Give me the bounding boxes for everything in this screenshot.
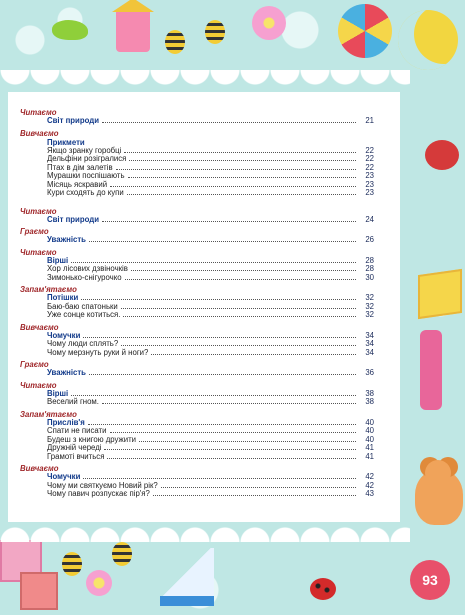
toc-entry-title: Чому мерзнуть руки й ноги? bbox=[47, 347, 149, 357]
toc-entry-title: Світ природи bbox=[47, 116, 100, 125]
toc-entry[interactable] bbox=[20, 369, 374, 378]
toc-leader-dots bbox=[153, 495, 356, 496]
scallop-bottom-border bbox=[0, 512, 410, 542]
toc-entry-title: Зимонько-снігурочко bbox=[47, 272, 122, 282]
toc-leader-dots bbox=[89, 241, 356, 242]
birdhouse-decoration-icon bbox=[116, 8, 150, 52]
toc-entry-page: 26 bbox=[365, 235, 374, 244]
toc-leader-dots bbox=[151, 354, 356, 355]
toc-entry-title: Грамоті вчиться bbox=[47, 451, 105, 461]
toc-leader-dots bbox=[125, 279, 356, 280]
toc-entry-title: Спати не писати bbox=[47, 426, 107, 435]
toc-leader-dots bbox=[121, 345, 356, 346]
section-label: Запам'ятаємо bbox=[20, 285, 77, 294]
toc-entry-page: 28 bbox=[365, 264, 374, 273]
boat-decoration-icon bbox=[160, 548, 214, 606]
toc-entry-title: Уважність bbox=[47, 235, 86, 244]
cube-decoration-icon bbox=[418, 269, 462, 319]
toc-entry-page: 22 bbox=[365, 154, 374, 163]
toc-leader-dots bbox=[102, 403, 356, 404]
section-label: Вивчаємо bbox=[20, 464, 59, 473]
toc-leader-dots bbox=[121, 308, 356, 309]
toc-leader-dots bbox=[139, 441, 356, 442]
toc-leader-dots bbox=[81, 299, 356, 300]
toc-leader-dots bbox=[83, 478, 356, 479]
toc-entry-page: 22 bbox=[365, 162, 374, 172]
toc-entry-page: 21 bbox=[365, 116, 374, 125]
toc-entry[interactable] bbox=[20, 274, 374, 283]
toc-entry-page: 28 bbox=[365, 255, 374, 265]
section-label: Вивчаємо bbox=[20, 322, 59, 332]
toc-entry[interactable] bbox=[20, 453, 374, 462]
flower-decoration-icon bbox=[252, 6, 286, 40]
toc-entry-title: Чомучки bbox=[47, 472, 81, 481]
section-label: Запам'ятаємо bbox=[20, 409, 77, 419]
toc-entry-page: 40 bbox=[365, 417, 374, 427]
toc-entry-page: 36 bbox=[365, 368, 374, 377]
toc-entry-page: 22 bbox=[365, 145, 374, 155]
toc-entry-page: 23 bbox=[365, 171, 374, 180]
toc-entry-title: Кури сходять до купи bbox=[47, 188, 124, 197]
toc-leader-dots bbox=[102, 221, 356, 222]
toc-entry-page: 40 bbox=[365, 434, 374, 444]
toc-entry-page: 24 bbox=[365, 214, 374, 224]
toc-entry-page: 43 bbox=[365, 489, 374, 498]
toc-entry-title: Чому люди сплять? bbox=[47, 339, 119, 348]
toc-entry-page: 40 bbox=[365, 426, 374, 435]
toc-entry-page: 42 bbox=[365, 472, 374, 481]
toc-entry-page: 32 bbox=[365, 293, 374, 302]
toc-entry-title: Уважність bbox=[47, 368, 86, 377]
toc-entry-title: Прислів'я bbox=[47, 417, 85, 427]
toc-leader-dots bbox=[127, 194, 356, 195]
toc-entry-title: Баю-баю спатоньки bbox=[47, 301, 118, 311]
toc-entry-title: Вірші bbox=[47, 388, 69, 398]
cube-decoration-icon bbox=[20, 572, 58, 610]
toc-entry-page: 34 bbox=[365, 347, 374, 357]
toc-entry-page: 30 bbox=[365, 272, 374, 282]
toc-leader-dots bbox=[124, 152, 356, 153]
section-label: Читаємо bbox=[20, 108, 57, 117]
toc-leader-dots bbox=[104, 449, 356, 450]
section-label: Граємо bbox=[20, 227, 49, 236]
toc-entry-page: 32 bbox=[365, 310, 374, 319]
toc-entry-title: Веселий гном. bbox=[47, 397, 99, 406]
section-label: Граємо bbox=[20, 360, 49, 369]
table-of-contents bbox=[20, 108, 374, 499]
toc-entry[interactable] bbox=[20, 189, 374, 198]
toc-entry-page: 38 bbox=[365, 388, 374, 398]
toc-entry-title: Уже сонце котиться. bbox=[47, 310, 121, 319]
section-label: Читаємо bbox=[20, 206, 57, 216]
toc-leader-dots bbox=[129, 160, 356, 161]
section-label: Читаємо bbox=[20, 380, 57, 390]
bee-decoration-icon bbox=[165, 30, 185, 54]
toc-leader-dots bbox=[128, 177, 356, 178]
toc-entry-page: 42 bbox=[365, 480, 374, 490]
flower-decoration-icon bbox=[86, 570, 112, 596]
toc-leader-dots bbox=[83, 337, 356, 338]
toc-entry-page: 23 bbox=[365, 188, 374, 197]
toc-entry-title: Потішки bbox=[47, 293, 79, 302]
section-label: Читаємо bbox=[20, 247, 57, 257]
toc-entry-title: Чомучки bbox=[47, 330, 81, 340]
toc-entry-page: 34 bbox=[365, 330, 374, 340]
toc-leader-dots bbox=[71, 395, 356, 396]
bee-decoration-icon bbox=[62, 552, 82, 576]
crab-decoration-icon bbox=[425, 140, 459, 170]
bird-decoration-icon bbox=[52, 20, 88, 40]
toc-entry[interactable] bbox=[20, 490, 374, 499]
bee-decoration-icon bbox=[112, 542, 132, 566]
toc-entry-title: Дружній череді bbox=[47, 443, 102, 452]
toc-leader-dots bbox=[107, 458, 356, 459]
toc-entry[interactable] bbox=[20, 398, 374, 407]
toc-entry-title: Місяць яскравий bbox=[47, 179, 108, 189]
toc-entry-page: 34 bbox=[365, 339, 374, 348]
section-heading: Прикмети bbox=[47, 137, 85, 147]
toc-entry-title: Дельфіни розігралися bbox=[47, 154, 127, 163]
toc-entry-page: 41 bbox=[365, 443, 374, 452]
toc-leader-dots bbox=[71, 262, 356, 263]
toc-entry-page: 23 bbox=[365, 179, 374, 189]
toc-entry-title: Світ природи bbox=[47, 214, 100, 224]
toc-leader-dots bbox=[123, 316, 356, 317]
toc-leader-dots bbox=[88, 424, 356, 425]
page-number: 93 bbox=[410, 560, 450, 600]
toc-entry[interactable] bbox=[20, 216, 374, 225]
number-one-decoration-icon bbox=[420, 330, 442, 410]
toc-entry[interactable] bbox=[20, 117, 374, 126]
toc-leader-dots bbox=[89, 374, 356, 375]
toc-entry-title: Якщо зранку горобці bbox=[47, 145, 122, 155]
toc-entry[interactable] bbox=[20, 349, 374, 358]
moon-decoration-icon bbox=[398, 10, 458, 70]
toc-entry-title: Вірші bbox=[47, 255, 69, 265]
toc-leader-dots bbox=[161, 487, 356, 488]
toc-entry-page: 38 bbox=[365, 397, 374, 406]
toc-entry-page: 41 bbox=[365, 451, 374, 461]
ball-decoration-icon bbox=[338, 4, 392, 58]
toc-leader-dots bbox=[110, 186, 356, 187]
toc-entry[interactable] bbox=[20, 236, 374, 245]
toc-entry-page: 32 bbox=[365, 301, 374, 311]
toc-entry-title: Мурашки поспішають bbox=[47, 171, 125, 180]
toc-entry-title: Хор лісових дзвіночків bbox=[47, 264, 128, 273]
section-label: Вивчаємо bbox=[20, 128, 59, 138]
toc-entry-title: Будеш з книгою дружити bbox=[47, 434, 137, 444]
toc-leader-dots bbox=[131, 270, 356, 271]
toc-leader-dots bbox=[102, 122, 356, 123]
toc-leader-dots bbox=[110, 432, 357, 433]
teddy-bear-decoration-icon bbox=[415, 470, 463, 525]
toc-entry-title: Птах в дім залетів bbox=[47, 162, 113, 172]
toc-entry[interactable] bbox=[20, 311, 374, 320]
bee-decoration-icon bbox=[205, 20, 225, 44]
toc-leader-dots bbox=[116, 169, 356, 170]
toc-entry-title: Чому павич розпускає пір'я? bbox=[47, 489, 150, 498]
toc-entry-title: Чому ми святкуємо Новий рік? bbox=[47, 480, 158, 490]
ladybug-decoration-icon bbox=[310, 578, 336, 600]
